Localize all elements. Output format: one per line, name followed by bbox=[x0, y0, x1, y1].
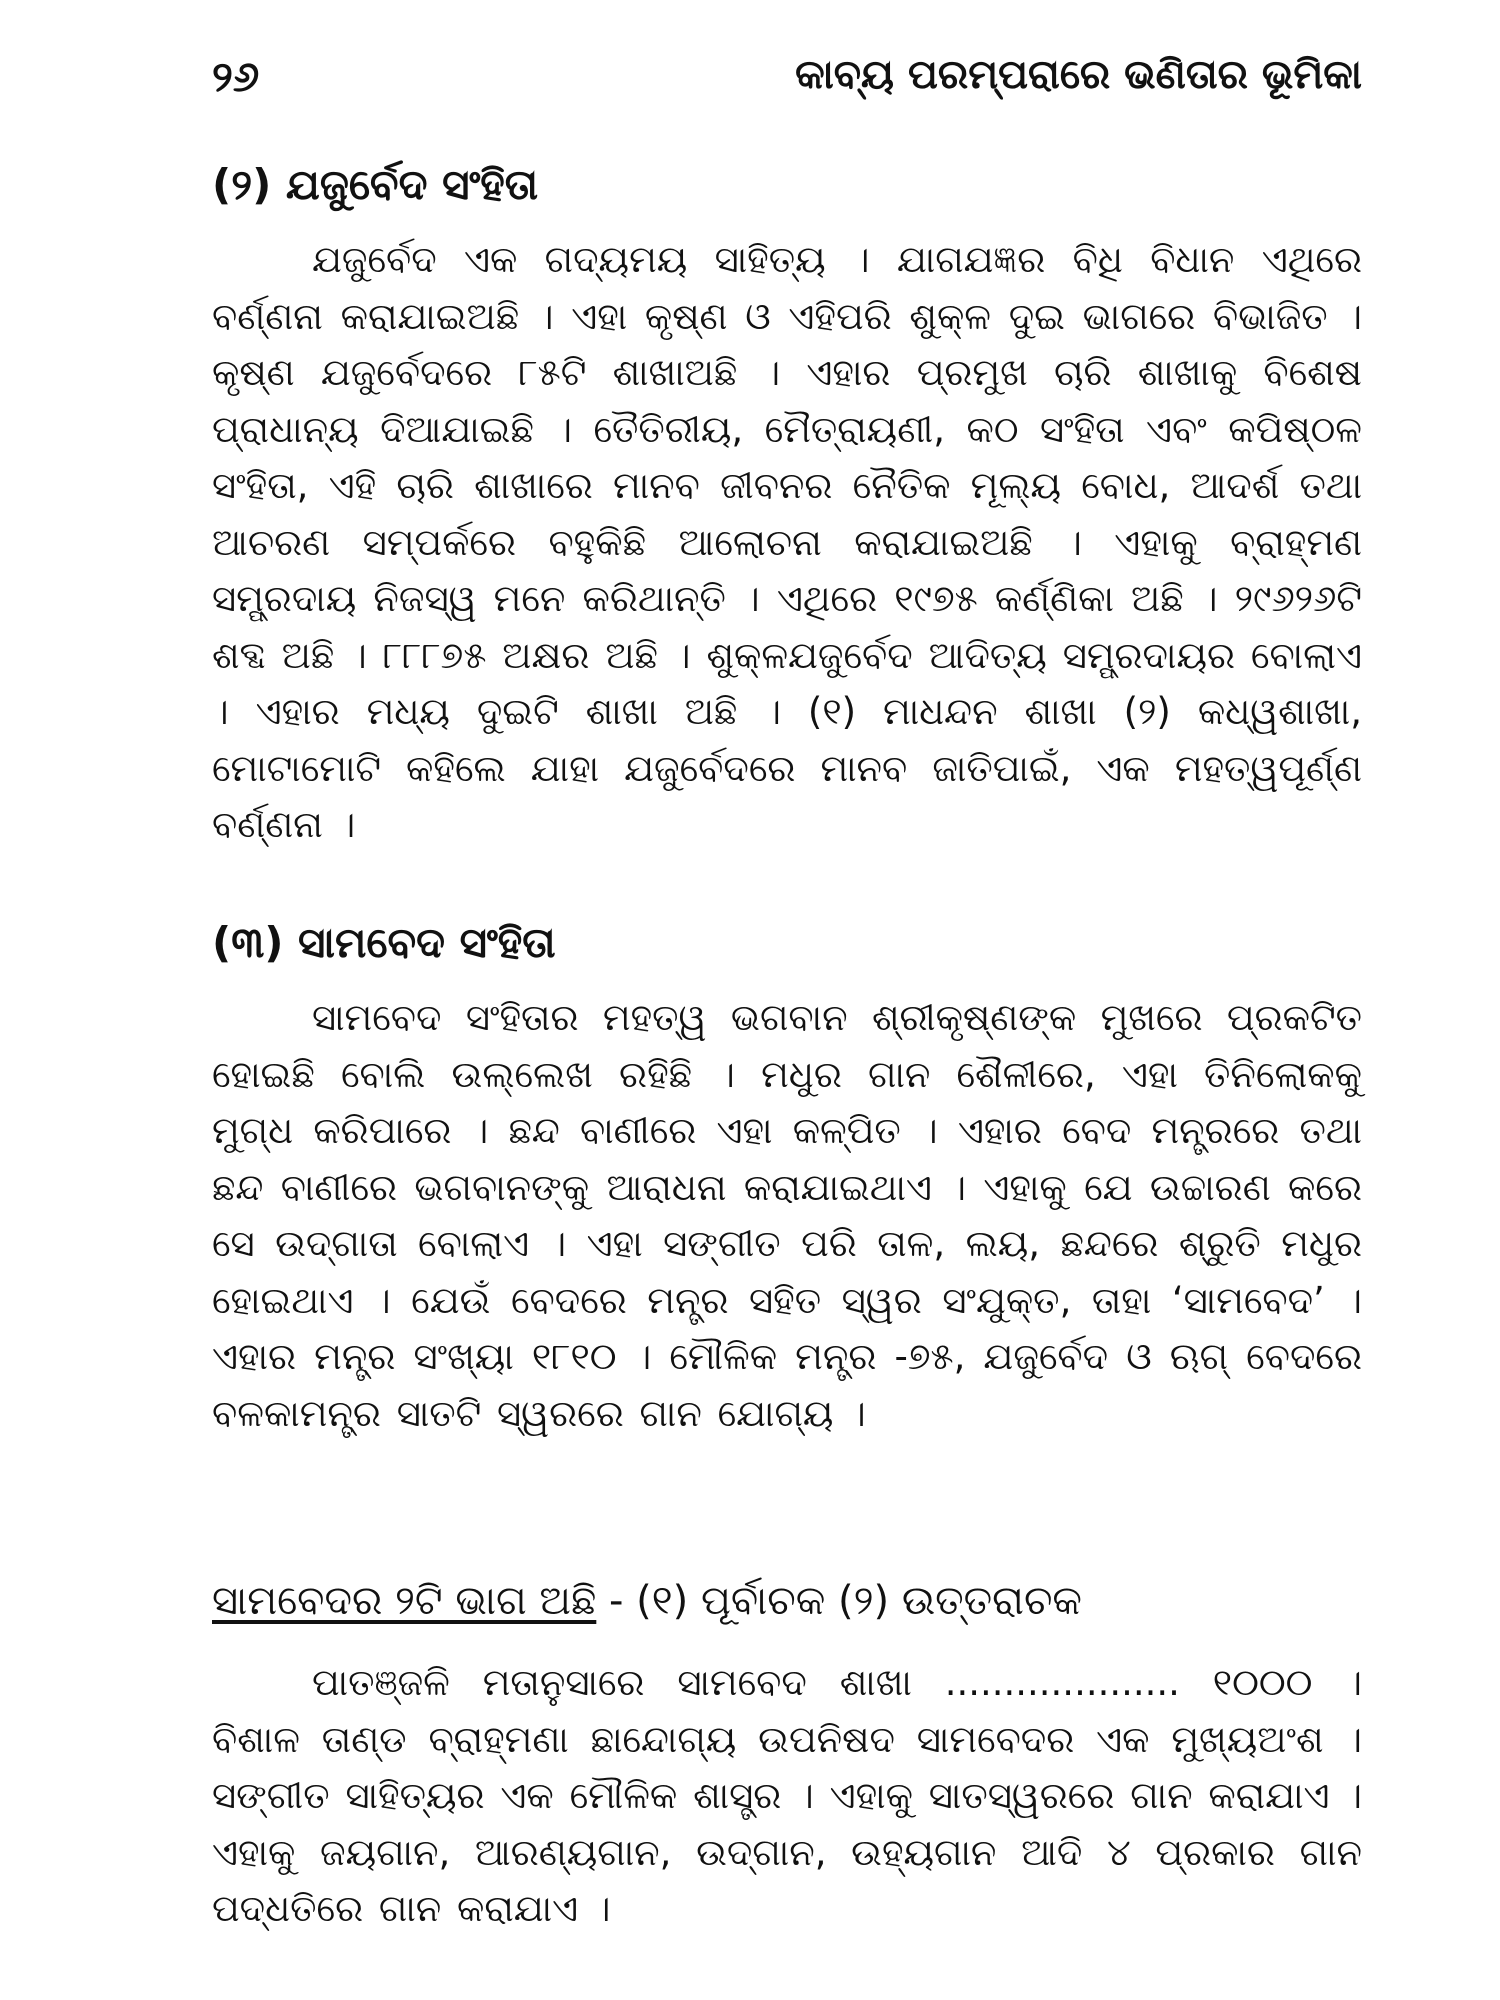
paragraph-samaveda: ସାମବେଦ ସଂହିତାର ମହତ୍ୱ ଭଗବାନ ଶ୍ରୀକୃଷ୍ଣଙ୍କ ମୁଖରେ ପ୍ରକଟିତ ହୋଇଛି ବୋଲି ଉଲ୍ଲେଖ ରହିଛି । ମଧୁର ଗାନ ଶୈଳୀରେ, ଏହା ତିନିଲୋକକୁ ମୁଗ୍ଧ କରିପାରେ । ଛନ୍ଦ ବାଣୀରେ ଏହା କଳ୍ପିତ । ଏହାର ବେଦ ମନ୍ତ୍ରରେ ତଥା ଛନ୍ଦ ବାଣୀରେ ଭଗବାନଙ୍କୁ ଆରାଧନା କରାଯାଇଥାଏ । ଏହାକୁ ଯେ ଉଚ୍ଚାରଣ କରେ ସେ ଉଦ୍‌ଗାତା ବୋଲାଏ । ଏହା ସଙ୍ଗୀତ ପରି ତାଳ, ଲୟ, ଛନ୍ଦରେ ଶ୍ରୁତି ମଧୁର ହୋଇଥାଏ । ଯେଉଁ ବେଦରେ ମନ୍ତ୍ର ସହିତ ସ୍ୱର ସଂଯୁକ୍ତ, ତାହା ‘ସାମବେଦ’ । ଏହାର ମନ୍ତ୍ର ସଂଖ୍ୟା ୧୮୧୦ । ମୌଳିକ ମନ୍ତ୍ର -୭୫, ଯଜୁର୍ବେଦ ଓ ଋଗ୍ ବେଦରେ ବଳକାମନ୍ତ୍ର ସାତଟି ସ୍ୱରରେ ଗାନ ଯୋଗ୍ୟ । bbox=[212, 996, 1362, 1435]
paragraph-samaveda-branches: ପାତଞ୍ଜଳି ମତାନୁସାରେ ସାମବେଦ ଶାଖା .................... ୧୦୦୦ । ବିଶାଳ ତାଣ୍ଡ ବ୍ରାହ୍ମଣା ଛାନ୍ଦୋଗ୍ୟ ଉପନିଷଦ ସାମବେଦର ଏକ ମୁଖ୍ୟଅଂଶ । ସଙ୍ଗୀତ ସାହିତ୍ୟର ଏକ ମୌଳିକ ଶାସ୍ତ୍ର । ଏହାକୁ ସାତସ୍ୱରରେ ଗାନ କରାଯାଏ । ଏହାକୁ ଜୟଗାନ, ଆରଣ୍ୟଗାନ, ଉଦ୍‌ଗାନ, ଉହ୍ୟଗାନ ଆଦି ୪ ପ୍ରକାର ଗାନ ପଦ୍ଧତିରେ ଗାନ କରାଯାଏ । bbox=[212, 1661, 1362, 1930]
page-number: ୨୬ bbox=[212, 52, 260, 101]
section-heading-yajurveda: (୨) ଯଜୁର୍ବେଦ ସଂହିତା bbox=[212, 160, 539, 209]
section-heading-samaveda: (୩) ସାମବେଦ ସଂହିତା bbox=[212, 918, 556, 967]
samaveda-parts-list: - (୧) ପୂର୍ବାଚକ (୨) ଉତ୍ତରାଚକ bbox=[596, 1578, 1082, 1624]
page-header bbox=[212, 52, 1362, 122]
running-title: କାବ୍ୟ ପରମ୍ପରାରେ ଭଣିତାର ଭୂମିକା bbox=[795, 52, 1362, 98]
paragraph-yajurveda: ଯଜୁର୍ବେଦ ଏକ ଗଦ୍ୟମୟ ସାହିତ୍ୟ । ଯାଗଯଜ୍ଞର ବିଧି ବିଧାନ ଏଥିରେ ବର୍ଣ୍ଣନା କରାଯାଇଅଛି । ଏହା କୃଷ୍ଣ ଓ ଏହିପରି ଶୁକ୍ଳ ଦୁଇ ଭାଗରେ ବିଭାଜିତ । କୃଷ୍ଣ ଯଜୁର୍ବେଦରେ ୮୫ଟି ଶାଖାଅଛି । ଏହାର ପ୍ରମୁଖ ଚାରି ଶାଖାକୁ ବିଶେଷ ପ୍ରାଧାନ୍ୟ ଦିଆଯାଇଛି । ତୈତିରୀୟ, ମୈତ୍ରାୟଣୀ, କଠ ସଂହିତା ଏବଂ କପିଷ୍ଠଳ ସଂହିତା, ଏହି ଚାରି ଶାଖାରେ ମାନବ ଜୀବନର ନୈତିକ ମୂଲ୍ୟ ବୋଧ, ଆଦର୍ଶ ତଥା ଆଚରଣ ସମ୍ପର୍କରେ ବହୁକିଛି ଆଲୋଚନା କରାଯାଇଅଛି । ଏହାକୁ ବ୍ରାହ୍ମଣ ସମ୍ପ୍ରଦାୟ ନିଜସ୍ୱ ମନେ କରିଥାନ୍ତି । ଏଥିରେ ୧୯୭୫ କର୍ଣ୍ଣିକା ଅଛି । ୨୯୬୨୬ଟି ଶବ୍ଦ ଅଛି । ୮୮୮୭୫ ଅକ୍ଷର ଅଛି । ଶୁକ୍ଳଯଜୁର୍ବେଦ ଆଦିତ୍ୟ ସମ୍ପ୍ରଦାୟର ବୋଲାଏ । ଏହାର ମଧ୍ୟ ଦୁଇଟି ଶାଖା ଅଛି । (୧) ମାଧନ୍ଦନ ଶାଖା (୨) କଧ୍ୱଶାଖା, ମୋଟାମୋଟି କହିଲେ ଯାହା ଯଜୁର୍ବେଦରେ ମାନବ ଜାତିପାଇଁ, ଏକ ମହତ୍ୱପୂର୍ଣ୍ଣ ବର୍ଣ୍ଣନା । bbox=[212, 238, 1362, 846]
samaveda-parts-label: ସାମବେଦର ୨ଟି ଭାଗ ଅଛି bbox=[212, 1578, 597, 1624]
samaveda-parts-line bbox=[212, 1578, 1082, 1624]
